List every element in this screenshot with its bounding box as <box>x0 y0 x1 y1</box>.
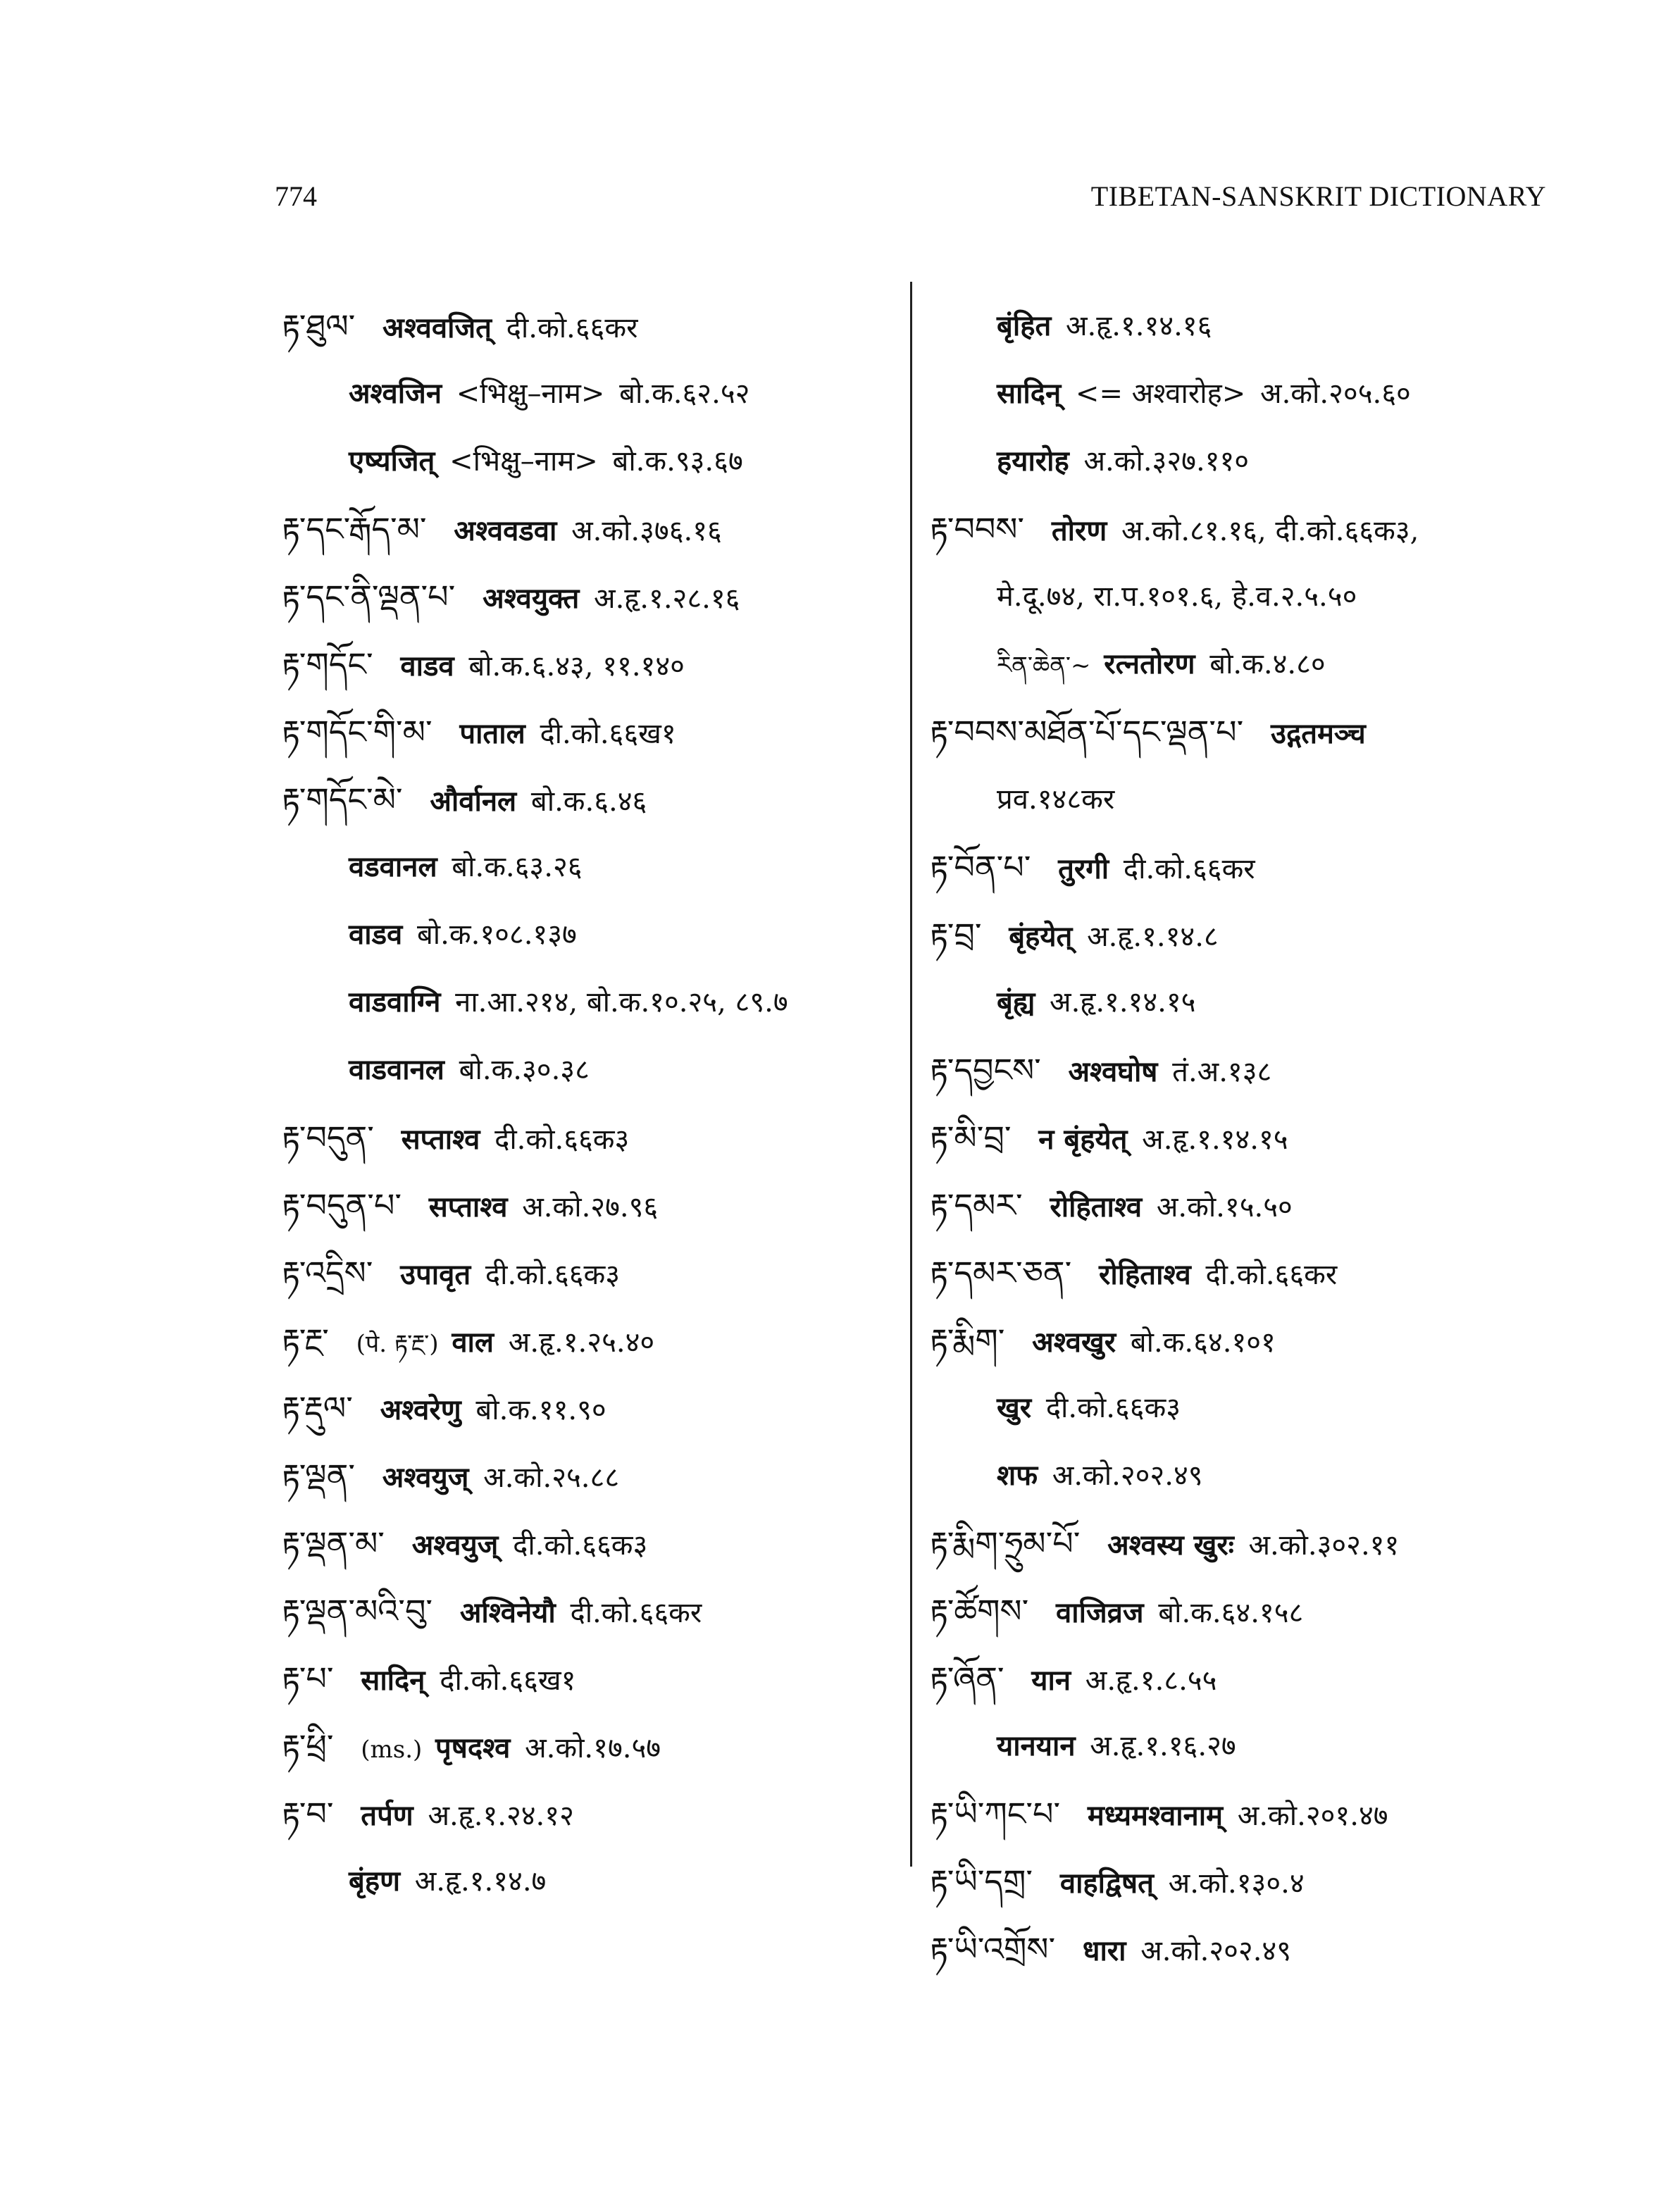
tibetan-headword: རྟ་རྨིག་ཧྲུམ་པོ་ <box>930 1524 1081 1562</box>
dictionary-entry <box>930 969 1564 1036</box>
source-reference: दी.को.६६ख१ <box>440 1664 576 1697</box>
sanskrit-equivalent: सप्ताश्व <box>401 1123 480 1156</box>
source-reference: अ.हृ.१.२८.१६ <box>594 583 740 615</box>
source-reference: दी.को.६६क३ <box>494 1123 630 1156</box>
source-reference: ना.आ.२१४, बो.क.१०.२५, ८९.७ <box>455 986 788 1019</box>
dictionary-entry <box>282 1104 902 1171</box>
tibetan-headword: རྟ་ལྡན་ <box>282 1457 356 1495</box>
sanskrit-equivalent: वाहद्विषत् <box>1059 1867 1154 1900</box>
page-header <box>0 180 1680 222</box>
tibetan-headword: རྟ་ལྡན་མའི་བུ་ <box>282 1592 433 1630</box>
dictionary-entry <box>930 1374 1564 1442</box>
source-reference: बो.क.३०.३८ <box>459 1054 590 1086</box>
sanskrit-equivalent: वाडवानल <box>349 1053 444 1086</box>
source-reference: तं.अ.१३८ <box>1172 1056 1272 1088</box>
sanskrit-equivalent: पृषदश्व <box>435 1731 511 1764</box>
source-reference: अ.हृ.१.२४.१२ <box>428 1800 574 1832</box>
source-reference: अ.को.२०५.६० <box>1260 378 1411 410</box>
source-reference: दी.को.६६कर <box>1123 853 1255 885</box>
tibetan-headword: རྟ་བབས་མཐོན་པོ་དང་ལྡན་པ་ <box>930 713 1244 751</box>
source-reference: दी.को.६६क३ <box>485 1259 621 1291</box>
dictionary-entry <box>282 292 902 360</box>
tibetan-headword: རྟ་ལྡན་མ་ <box>282 1524 385 1562</box>
tibetan-headword: རྟ་བདུན་ <box>282 1119 374 1157</box>
dictionary-entry <box>282 428 902 495</box>
source-reference: अ.को.२०२.४९ <box>1140 1935 1292 1967</box>
sanskrit-equivalent: अश्वस्य खुरः <box>1107 1529 1234 1562</box>
dictionary-entry <box>282 563 902 630</box>
sanskrit-equivalent: वाल <box>452 1326 494 1359</box>
sanskrit-equivalent: उद्गतमञ्च <box>1270 717 1366 750</box>
source-reference: बो.क.४.८० <box>1209 648 1326 680</box>
sanskrit-equivalent: एष्यजित् <box>349 444 435 478</box>
source-reference: अ.हृ.१.२५.४० <box>508 1326 655 1359</box>
tibetan-headword: རྟ་ཡི་ཀང་པ་ <box>930 1795 1061 1833</box>
sanskrit-equivalent: रोहिताश्व <box>1050 1190 1143 1224</box>
dictionary-entry <box>930 495 1564 563</box>
sanskrit-equivalent: रोहिताश्व <box>1098 1258 1191 1291</box>
tibetan-note: རིན་ཆེན་~ <box>997 652 1091 680</box>
dictionary-entry <box>930 901 1564 969</box>
sanskrit-equivalent: बृंहयेत् <box>1009 920 1073 953</box>
dictionary-entry <box>282 1712 902 1780</box>
source-reference: बो.क.६४.१५८ <box>1158 1597 1304 1629</box>
tibetan-headword: རྟ་བོན་པ་ <box>930 848 1031 886</box>
dictionary-entry <box>282 1374 902 1442</box>
tibetan-headword: རྟ་དམར་ཅན་ <box>930 1254 1072 1292</box>
page-number: 774 <box>275 180 317 212</box>
sanskrit-equivalent: अश्ववडवा <box>454 514 557 547</box>
dictionary-entry <box>930 833 1564 901</box>
dictionary-entry <box>930 292 1564 360</box>
dictionary-entry <box>282 1307 902 1374</box>
sanskrit-equivalent: अश्वखुर <box>1032 1326 1116 1359</box>
dictionary-entry <box>282 698 902 766</box>
dictionary-entry <box>282 1577 902 1645</box>
tibetan-headword: རྟ་མི་བྲ་ <box>930 1119 1012 1157</box>
sanskrit-equivalent: सप्ताश्व <box>428 1190 508 1224</box>
tibetan-note: (पे. རྟ་རྔ་) <box>356 1330 439 1358</box>
dictionary-entry <box>282 630 902 698</box>
dictionary-entry <box>930 766 1564 833</box>
sanskrit-equivalent: अश्वजिन <box>349 377 442 410</box>
source-reference: अ.को.१७.५७ <box>525 1732 661 1764</box>
source-reference: बो.क.६४.१०१ <box>1130 1326 1276 1359</box>
dictionary-entry <box>282 766 902 833</box>
sanskrit-equivalent: तर्पण <box>361 1799 413 1832</box>
dictionary-entry <box>930 1104 1564 1171</box>
sanskrit-equivalent: खुर <box>997 1391 1032 1424</box>
source-reference: बो.क.६.४६ <box>530 785 647 818</box>
dictionary-entry <box>282 1239 902 1307</box>
sanskrit-equivalent: शफ <box>997 1459 1038 1492</box>
tibetan-headword: རྟ་གདོང་གི་མ་ <box>282 713 433 751</box>
source-reference: बो.क.६.४३, ११.१४० <box>468 650 685 683</box>
tibetan-headword: རྟ་ཡི་འགྲོས་ <box>930 1930 1056 1968</box>
dictionary-entry <box>930 1577 1564 1645</box>
tibetan-headword: རྟ་དང་རྒོད་མ་ <box>282 510 427 548</box>
tibetan-headword: རྟ་དང་ནི་ལྡན་པ་ <box>282 578 456 616</box>
source-reference: बो.क.६३.२६ <box>452 851 583 883</box>
source-reference: बो.क.११.९० <box>475 1394 606 1426</box>
sanskrit-equivalent: अश्विनेयौ <box>459 1596 556 1629</box>
tibetan-headword: རྟ་བདུན་པ་ <box>282 1186 402 1224</box>
dictionary-entry <box>930 563 1564 630</box>
sanskrit-equivalent: यान <box>1031 1664 1071 1697</box>
dictionary-entry <box>930 698 1564 766</box>
source-reference: बो.क.९३.६७ <box>612 445 743 478</box>
source-reference: अ.हृ.१.१४.८ <box>1087 921 1219 953</box>
sanskrit-equivalent: अश्वयुज् <box>411 1529 499 1562</box>
source-reference: अ.को.३७६.१६ <box>571 515 722 547</box>
source-reference: बो.क.६२.५२ <box>619 378 750 410</box>
source-reference: अ.हृ.१.१४.१६ <box>1065 310 1212 342</box>
dictionary-entry <box>282 1171 902 1239</box>
tibetan-headword: རྟ་དམར་ <box>930 1186 1023 1224</box>
tibetan-headword: རྟ་བྲ་ <box>930 916 982 954</box>
dictionary-entry <box>282 1509 902 1577</box>
source-reference: दी.को.६६क३ <box>513 1529 648 1562</box>
dictionary-entry <box>930 1712 1564 1780</box>
source-reference: अ.को.२५.८८ <box>483 1462 620 1494</box>
tibetan-headword: རྟ་ཡི་དགྲ་ <box>930 1862 1033 1900</box>
sanskrit-equivalent: अश्वघोष <box>1068 1055 1158 1088</box>
source-reference: दी.को.६६कर <box>1205 1259 1338 1291</box>
source-reference: दी.को.६६क३ <box>1045 1392 1181 1424</box>
sanskrit-equivalent: वाडव <box>400 649 454 683</box>
source-reference: अ.हृ.१.१६.२७ <box>1090 1730 1236 1762</box>
dictionary-entry <box>930 1239 1564 1307</box>
sanskrit-equivalent: रत्नतोरण <box>1104 647 1195 680</box>
dictionary-entry <box>930 1848 1564 1915</box>
entry-note: <= अश्वारोह> <box>1075 378 1246 410</box>
source-reference: अ.को.८१.१६, दी.को.६६क३, <box>1121 515 1419 547</box>
source-reference: अ.को.३०२.११ <box>1248 1529 1400 1562</box>
dictionary-entry <box>282 1645 902 1712</box>
column-divider <box>910 282 912 1867</box>
sanskrit-equivalent: मध्यमश्वानाम् <box>1087 1799 1224 1832</box>
tibetan-headword: རྟ་པ་ <box>282 1660 334 1698</box>
tibetan-headword: རྟ་ཕྲི་ <box>282 1727 334 1765</box>
sanskrit-equivalent: उपावृत <box>400 1258 471 1291</box>
tibetan-headword: རྟ་གདོང་མེ་ <box>282 780 403 818</box>
running-title: TIBETAN-SANSKRIT DICTIONARY <box>1090 180 1546 212</box>
dictionary-entry <box>282 1036 902 1104</box>
dictionary-entry <box>282 495 902 563</box>
tibetan-headword: རྟ་གདོང་ <box>282 645 373 683</box>
tibetan-headword: རྟ་རྨིག་ <box>930 1321 1005 1359</box>
sanskrit-equivalent: बृंहण <box>349 1864 400 1898</box>
sanskrit-equivalent: बृंहित <box>997 309 1052 342</box>
sanskrit-equivalent: वाजिव्रज <box>1055 1596 1144 1629</box>
source-reference: अ.को.३२७.११० <box>1083 445 1250 478</box>
source-reference: अ.हृ.१.८.५५ <box>1085 1664 1217 1697</box>
dictionary-entry <box>282 1780 902 1848</box>
sanskrit-equivalent: वाडवाग्नि <box>349 985 441 1019</box>
sanskrit-equivalent: धारा <box>1082 1934 1126 1967</box>
sanskrit-equivalent: अश्ववजित् <box>382 311 492 344</box>
source-reference: अ.हृ.१.१४.७ <box>414 1865 547 1898</box>
source-reference: प्रव.१४८कर <box>997 783 1115 816</box>
sanskrit-equivalent: सादिन् <box>361 1664 425 1697</box>
sanskrit-equivalent: तुरगी <box>1058 852 1109 885</box>
sanskrit-equivalent: न बृंहयेत् <box>1038 1123 1128 1156</box>
sanskrit-equivalent: अश्वयुज् <box>382 1461 469 1494</box>
sanskrit-equivalent: वडवानल <box>349 850 437 883</box>
dictionary-entry <box>930 1509 1564 1577</box>
source-reference: अ.को.१५.५० <box>1156 1191 1293 1224</box>
source-reference: दी.को.६६ख१ <box>540 718 676 750</box>
entry-note: <भिक्षु–नाम> <box>449 445 598 478</box>
sanskrit-equivalent: और्वानल <box>430 785 517 818</box>
tibetan-headword: རྟ་ཐུལ་ <box>282 307 356 345</box>
dictionary-entry <box>282 833 902 901</box>
sanskrit-equivalent: हयारोह <box>997 444 1069 478</box>
tibetan-headword: རྟ་དབྱངས་ <box>930 1051 1041 1089</box>
entry-note: <भिक्षु–नाम> <box>456 378 605 410</box>
dictionary-entry <box>930 1780 1564 1848</box>
dictionary-entry <box>282 969 902 1036</box>
dictionary-entry <box>930 1645 1564 1712</box>
source-reference: मे.दू.७४, रा.प.१०१.६, हे.व.२.५.५० <box>997 580 1357 613</box>
sanskrit-equivalent: तोरण <box>1051 514 1107 547</box>
tibetan-headword: རྟ་རྔ་ <box>282 1321 329 1359</box>
dictionary-entry <box>930 360 1564 428</box>
tibetan-headword: རྟ་རྡུལ་ <box>282 1389 353 1427</box>
sanskrit-equivalent: पाताल <box>459 717 525 750</box>
sanskrit-equivalent: अश्वरेणु <box>380 1393 461 1426</box>
source-reference: दी.को.६६कर <box>506 312 638 344</box>
dictionary-entry <box>930 428 1564 495</box>
dictionary-entry <box>930 630 1564 698</box>
left-column <box>282 292 902 1915</box>
source-reference: अ.को.२०१.४७ <box>1237 1800 1388 1832</box>
tibetan-headword: རྟ་འདྲིས་ <box>282 1254 373 1292</box>
dictionary-entry <box>930 1915 1564 1983</box>
tibetan-note: (ms.) <box>361 1736 423 1764</box>
dictionary-entry <box>282 901 902 969</box>
source-reference: अ.हृ.१.१४.१५ <box>1142 1123 1288 1156</box>
source-reference: अ.को.२०२.४९ <box>1052 1459 1203 1492</box>
dictionary-entry <box>930 1036 1564 1104</box>
tibetan-headword: རྟ་ཚོགས་ <box>930 1592 1029 1630</box>
tibetan-headword: རྟ་ཞོན་ <box>930 1660 1004 1698</box>
sanskrit-equivalent: यानयान <box>997 1729 1076 1762</box>
tibetan-headword: རྟ་བ་ <box>282 1795 334 1833</box>
dictionary-entry <box>282 360 902 428</box>
sanskrit-equivalent: सादिन् <box>997 377 1062 410</box>
dictionary-entry <box>930 1307 1564 1374</box>
dictionary-entry <box>930 1442 1564 1509</box>
source-reference: अ.हृ.१.१४.१५ <box>1050 986 1196 1019</box>
tibetan-headword: རྟ་བབས་ <box>930 510 1025 548</box>
source-reference: बो.क.१०८.१३७ <box>416 919 577 951</box>
right-column <box>930 292 1564 1983</box>
dictionary-entry <box>282 1442 902 1509</box>
source-reference: दी.को.६६कर <box>570 1597 702 1629</box>
dictionary-entry <box>282 1848 902 1915</box>
sanskrit-equivalent: अश्वयुक्त <box>483 582 580 615</box>
sanskrit-equivalent: बृंह्य <box>997 985 1035 1019</box>
source-reference: अ.को.२७.९६ <box>522 1191 659 1224</box>
source-reference: अ.को.१३०.४ <box>1168 1867 1305 1900</box>
dictionary-entry <box>930 1171 1564 1239</box>
sanskrit-equivalent: वाडव <box>349 918 403 951</box>
